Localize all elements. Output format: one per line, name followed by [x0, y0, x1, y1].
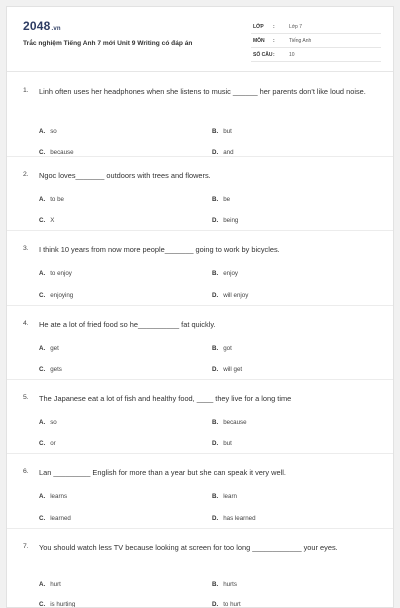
option-text: to hurt — [223, 601, 241, 608]
option-text: but — [223, 128, 232, 135]
question-item — [7, 454, 393, 529]
answer-option[interactable] — [212, 366, 242, 373]
option-text: enjoying — [50, 292, 74, 299]
info-row-count — [251, 48, 381, 62]
question-item — [7, 529, 393, 608]
answer-option[interactable] — [39, 515, 71, 522]
option-text: get — [50, 345, 59, 352]
option-letter: C. — [39, 217, 46, 224]
answer-option[interactable] — [39, 601, 75, 608]
page-header — [7, 7, 393, 67]
logo-tld: .vn — [51, 26, 61, 32]
option-letter: C. — [39, 440, 46, 447]
info-colon: : — [273, 52, 275, 58]
question-text: The Japanese eat a lot of fish and healthy food, ____ they live for a long time — [39, 394, 292, 403]
option-letter: B. — [212, 493, 219, 500]
question-number: 6. — [23, 468, 29, 475]
info-colon: : — [273, 24, 275, 30]
question-text: I think 10 years from now more people_______ going to work by bicycles. — [39, 245, 280, 254]
answer-option[interactable] — [39, 581, 61, 588]
info-label: LỚP — [253, 24, 264, 30]
option-letter: B. — [212, 581, 219, 588]
option-text: X — [50, 217, 55, 224]
option-letter: B. — [212, 128, 219, 135]
option-letter: B. — [212, 270, 219, 277]
option-text: to be — [50, 196, 64, 203]
info-label: MÔN — [253, 38, 265, 44]
answer-option[interactable] — [212, 345, 232, 352]
option-letter: B. — [212, 196, 219, 203]
answer-option[interactable] — [212, 493, 237, 500]
option-letter: D. — [212, 515, 219, 522]
question-list — [7, 83, 393, 608]
info-colon: : — [273, 38, 275, 44]
answer-option[interactable] — [39, 345, 59, 352]
option-letter: D. — [212, 149, 219, 156]
option-letter: D. — [212, 601, 219, 608]
worksheet-page — [6, 6, 394, 608]
info-row-class — [251, 20, 381, 34]
answer-option[interactable] — [212, 581, 237, 588]
option-text: enjoy — [223, 270, 238, 277]
option-text: has learned — [223, 515, 256, 522]
question-number: 1. — [23, 87, 29, 94]
info-value: Lớp 7 — [289, 24, 303, 30]
option-letter: D. — [212, 292, 219, 299]
question-text: You should watch less TV because looking at screen for too long ____________ your eyes. — [39, 543, 338, 552]
option-text: hurt — [50, 581, 61, 588]
info-value: 10 — [289, 52, 295, 58]
option-letter: A. — [39, 270, 46, 277]
option-text: be — [223, 196, 231, 203]
option-text: is hurting — [50, 601, 76, 608]
info-value: Tiếng Anh — [289, 38, 312, 44]
option-letter: A. — [39, 419, 46, 426]
question-number: 7. — [23, 543, 29, 550]
question-item — [7, 306, 393, 380]
option-text: will get — [223, 366, 243, 373]
logo-text: 2048 — [23, 19, 51, 33]
option-text: but — [223, 440, 232, 447]
answer-option[interactable] — [212, 419, 247, 426]
option-letter: C. — [39, 292, 46, 299]
question-number: 4. — [23, 320, 29, 327]
option-text: gets — [50, 366, 62, 373]
answer-option[interactable] — [39, 419, 57, 426]
answer-option[interactable] — [212, 149, 234, 156]
info-label: SỐ CÂU — [253, 52, 273, 58]
question-number: 5. — [23, 394, 29, 401]
option-text: learns — [50, 493, 68, 500]
question-number: 3. — [23, 245, 29, 252]
question-text: Lan _________ English for more than a year but she can speak it very well. — [39, 468, 286, 477]
option-letter: C. — [39, 366, 46, 373]
answer-option[interactable] — [39, 149, 74, 156]
answer-option[interactable] — [212, 515, 256, 522]
option-letter: C. — [39, 149, 46, 156]
answer-option[interactable] — [212, 196, 230, 203]
answer-option[interactable] — [39, 292, 73, 299]
option-letter: A. — [39, 128, 46, 135]
answer-option[interactable] — [39, 196, 64, 203]
question-item — [7, 83, 393, 157]
answer-option[interactable] — [39, 270, 72, 277]
answer-option[interactable] — [212, 270, 238, 277]
answer-option[interactable] — [212, 601, 241, 608]
option-text: so — [50, 128, 57, 135]
option-letter: C. — [39, 515, 46, 522]
question-item — [7, 157, 393, 231]
option-text: because — [223, 419, 247, 426]
page-title: Trắc nghiệm Tiếng Anh 7 mới Unit 9 Writing có đáp án — [23, 40, 193, 47]
info-table — [251, 20, 381, 62]
option-letter: A. — [39, 196, 46, 203]
option-letter: D. — [212, 366, 219, 373]
option-text: and — [223, 149, 234, 156]
option-letter: A. — [39, 581, 46, 588]
option-text: will enjoy — [223, 292, 249, 299]
answer-option[interactable] — [212, 440, 232, 447]
question-number: 2. — [23, 171, 29, 178]
question-text: Ngoc loves_______ outdoors with trees and flowers. — [39, 171, 211, 180]
option-text: learned — [50, 515, 71, 522]
option-text: hurts — [223, 581, 237, 588]
option-text: being — [223, 217, 239, 224]
question-item — [7, 231, 393, 306]
question-text: Linh often uses her headphones when she listens to music ______ her parents don't like loud noise. — [39, 87, 366, 96]
option-letter: B. — [212, 345, 219, 352]
answer-option[interactable] — [212, 292, 248, 299]
answer-option[interactable] — [212, 128, 232, 135]
answer-option[interactable] — [39, 128, 57, 135]
answer-option[interactable] — [39, 493, 67, 500]
header-divider — [7, 71, 393, 72]
option-text: so — [50, 419, 57, 426]
answer-option[interactable] — [39, 217, 54, 224]
option-text: to enjoy — [50, 270, 72, 277]
option-text: or — [50, 440, 56, 447]
question-item — [7, 380, 393, 454]
option-text: got — [223, 345, 232, 352]
option-text: because — [50, 149, 74, 156]
option-text: learn — [223, 493, 237, 500]
option-letter: D. — [212, 217, 219, 224]
option-letter: D. — [212, 440, 219, 447]
answer-option[interactable] — [212, 217, 238, 224]
question-text: He ate a lot of fried food so he__________ fat quickly. — [39, 320, 216, 329]
option-letter: A. — [39, 345, 46, 352]
option-letter: A. — [39, 493, 46, 500]
answer-option[interactable] — [39, 366, 62, 373]
info-row-subject — [251, 34, 381, 48]
option-letter: B. — [212, 419, 219, 426]
site-logo[interactable] — [23, 19, 61, 33]
option-letter: C. — [39, 601, 46, 608]
answer-option[interactable] — [39, 440, 56, 447]
